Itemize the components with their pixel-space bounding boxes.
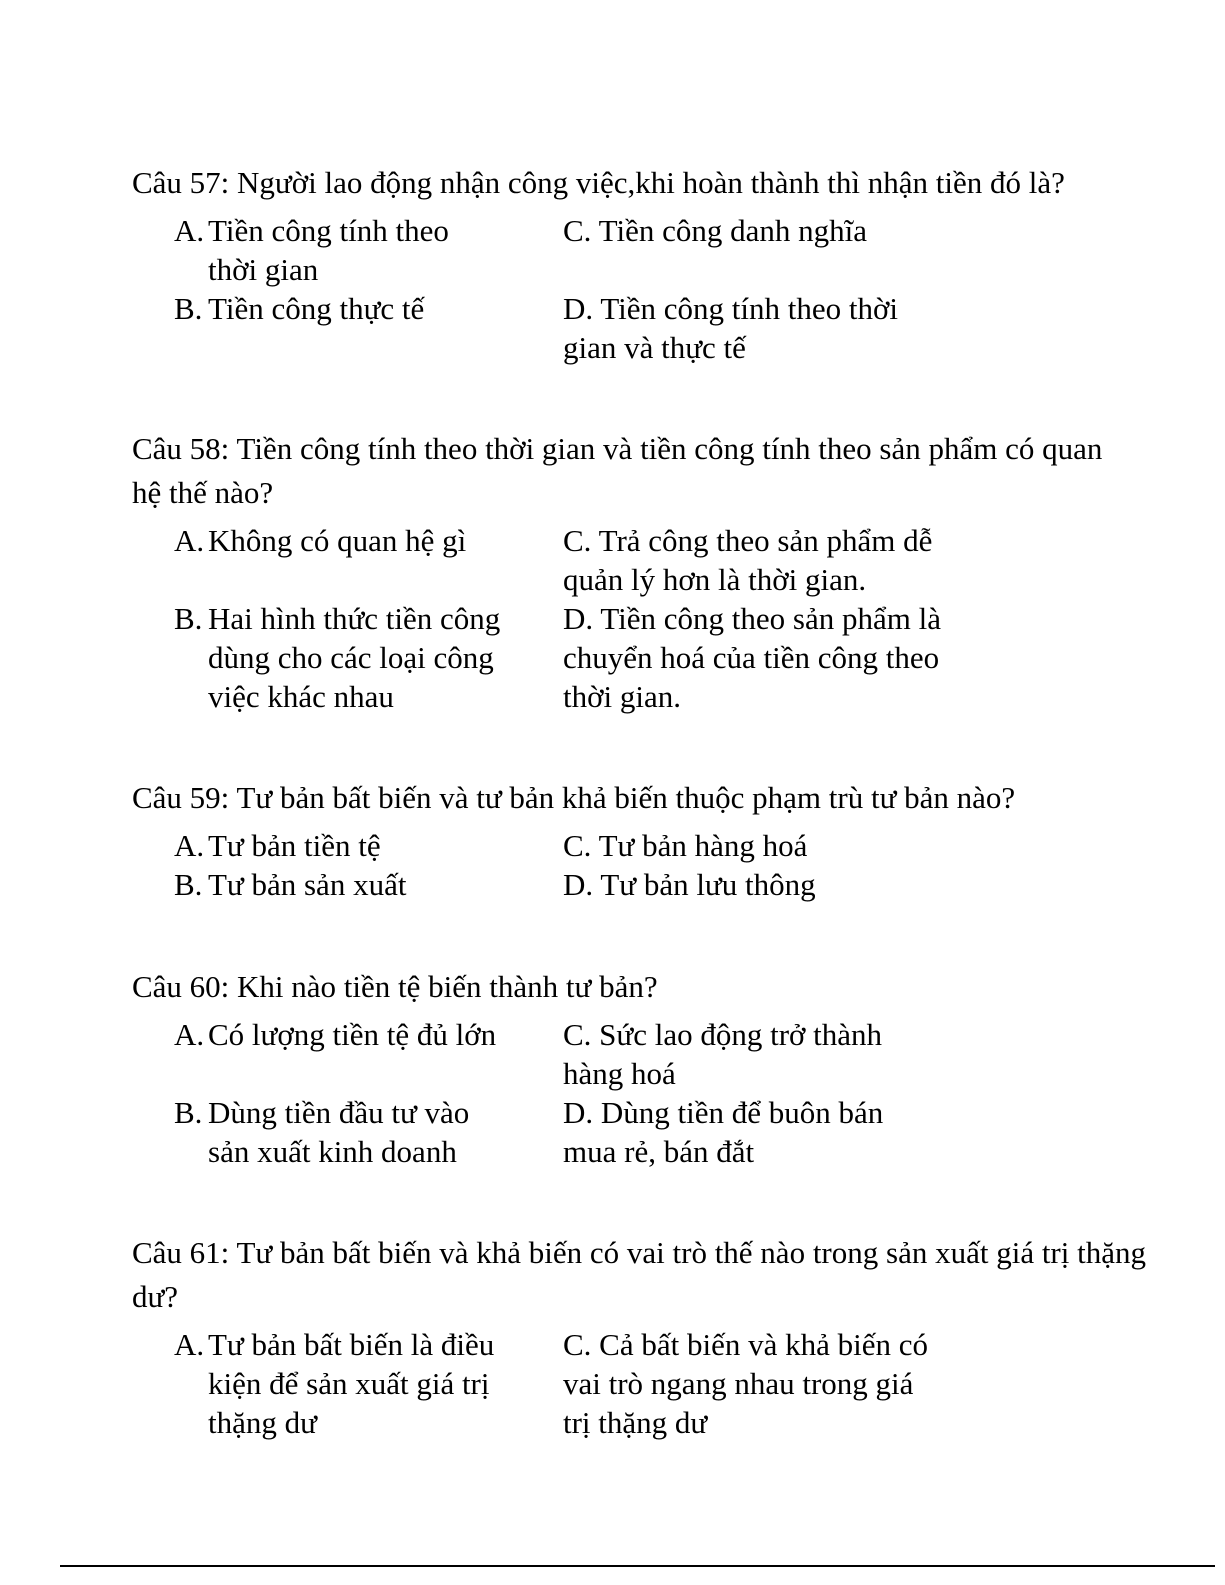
option-c: C. Tiền công danh nghĩa (563, 213, 867, 248)
option-c: C. Cả bất biến và khả biến có vai trò ngang nhau trong giá trị thặng dư (563, 1327, 929, 1440)
question-57 (132, 161, 1182, 365)
question-59 (132, 776, 1182, 902)
option-c: C. Trả công theo sản phẩm dễ quản lý hơn là thời gian. (563, 523, 933, 597)
option-d: D. Tiền công tính theo thời gian và thực tế (563, 291, 899, 365)
question-58 (132, 427, 1182, 714)
option-b: B. Tư bản sản xuất (174, 867, 407, 902)
option-d: D. Tư bản lưu thông (563, 867, 816, 902)
question-stem: Câu 60: Khi nào tiền tệ biến thành tư bản? (132, 969, 658, 1004)
question-61 (132, 1231, 1182, 1440)
question-stem: Câu 61: Tư bản bất biến và khả biến có vai trò thế nào trong sản xuất giá trị thặng dư? (132, 1235, 1146, 1314)
question-60 (132, 965, 1182, 1169)
option-a: A. Không có quan hệ gì (174, 523, 467, 558)
page-bottom-rule (60, 1565, 1215, 1567)
option-b: B. Tiền công thực tế (174, 291, 425, 326)
option-b: B. Hai hình thức tiền công dùng cho các loại công việc khác nhau (174, 601, 501, 714)
option-a: A. Có lượng tiền tệ đủ lớn (174, 1017, 497, 1052)
option-d: D. Dùng tiền để buôn bán mua rẻ, bán đắt (563, 1095, 884, 1169)
option-b: B. Dùng tiền đầu tư vào sản xuất kinh doanh (174, 1095, 470, 1169)
question-stem: Câu 57: Người lao động nhận công việc,khi hoàn thành thì nhận tiền đó là? (132, 165, 1065, 200)
option-d: D. Tiền công theo sản phẩm là chuyển hoá của tiền công theo thời gian. (563, 601, 941, 714)
option-a: A. Tư bản tiền tệ (174, 828, 381, 863)
option-c: C. Tư bản hàng hoá (563, 828, 808, 863)
option-c: C. Sức lao động trở thành hàng hoá (563, 1017, 883, 1091)
question-stem: Câu 58: Tiền công tính theo thời gian và tiền công tính theo sản phẩm có quan hệ thế nào? (132, 431, 1103, 510)
option-a: A. Tư bản bất biến là điều kiện để sản xuất giá trị thặng dư (174, 1327, 495, 1440)
option-a: A. Tiền công tính theo thời gian (174, 213, 449, 287)
question-stem: Câu 59: Tư bản bất biến và tư bản khả biến thuộc phạm trù tư bản nào? (132, 780, 1016, 815)
